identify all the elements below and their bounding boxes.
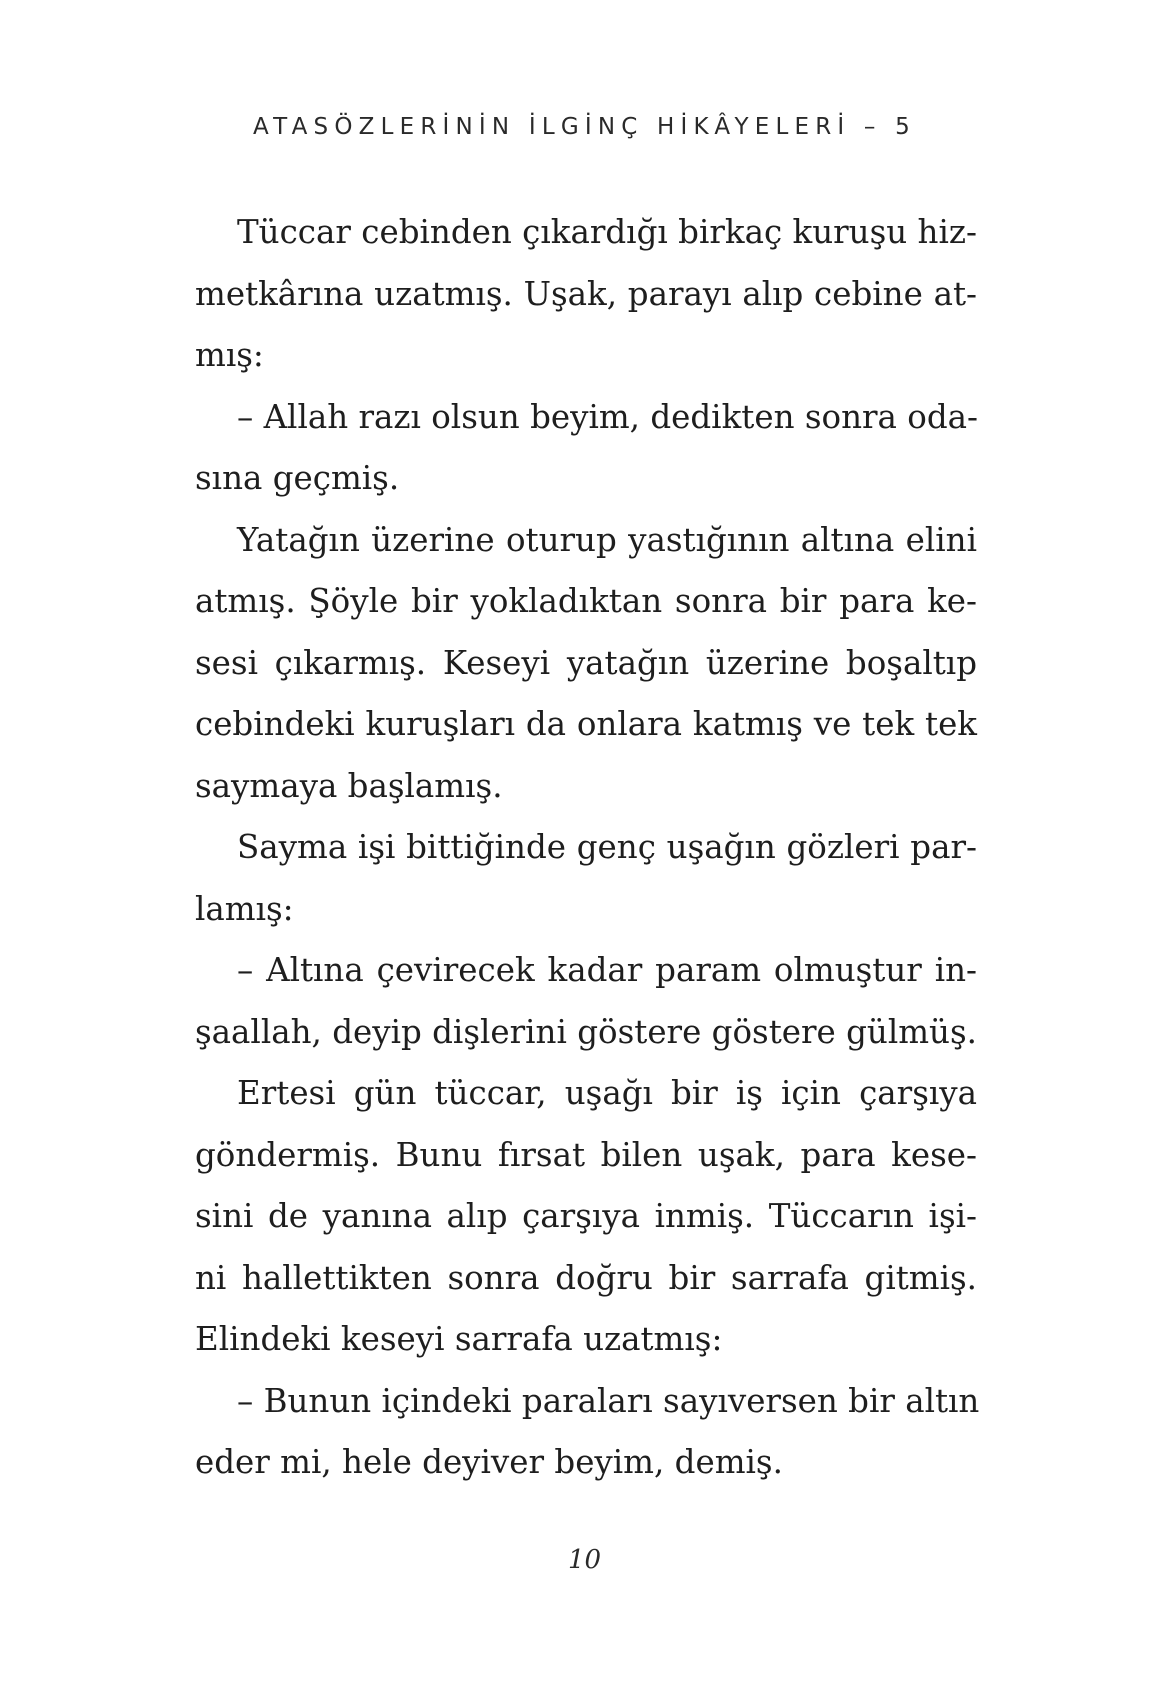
text-line: göndermiş. Bunu fırsat bilen uşak, para kese-	[195, 1135, 977, 1174]
text-line: Yatağın üzerine oturup yastığının altına elini	[237, 520, 977, 559]
text-line: sini de yanına alıp çarşıya inmiş. Tüccarın işi-	[195, 1197, 977, 1235]
body-text	[195, 202, 980, 1494]
text-line: sesi çıkarmış. Keseyi yatağın üzerine boşaltıp	[195, 643, 977, 682]
text-line: cebindeki kuruşları da onlara katmış ve tek tek	[195, 705, 977, 743]
text-line: metkârına uzatmış. Uşak, parayı alıp cebine at-	[195, 274, 977, 313]
text-line: lamış:	[195, 889, 294, 928]
text-line: Tüccar cebinden çıkardığı birkaç kuruşu hiz-	[237, 213, 977, 251]
text-line: eder mi, hele deyiver beyim, demiş.	[195, 1443, 783, 1481]
text-line: ni hallettikten sonra doğru bir sarrafa gitmiş.	[195, 1258, 977, 1297]
text-line: şaallah, deyip dişlerini göstere göstere gülmüş.	[195, 1012, 977, 1051]
text-line: – Allah razı olsun beyim, dedikten sonra oda-	[237, 397, 978, 436]
text-line: atmış. Şöyle bir yokladıktan sonra bir para ke-	[195, 582, 977, 620]
text-line: saymaya başlamış.	[195, 766, 503, 805]
text-line: Elindeki keseyi sarrafa uzatmış:	[195, 1320, 723, 1358]
text-line: – Altına çevirecek kadar param olmuştur in-	[237, 951, 977, 989]
text-line: sına geçmiş.	[195, 459, 400, 497]
running-header-title: ATASÖZLERİNİN İLGİNÇ HİKÂYELERİ – 5	[253, 114, 916, 140]
text-line: Sayma işi bittiğinde genç uşağın gözleri par-	[237, 828, 977, 866]
page-number: 10	[567, 1545, 602, 1575]
text-line: Ertesi gün tüccar, uşağı bir iş için çarşıya	[237, 1074, 977, 1112]
text-line: mış:	[195, 336, 264, 374]
text-line: – Bunun içindeki paraları sayıversen bir altın	[237, 1381, 980, 1420]
